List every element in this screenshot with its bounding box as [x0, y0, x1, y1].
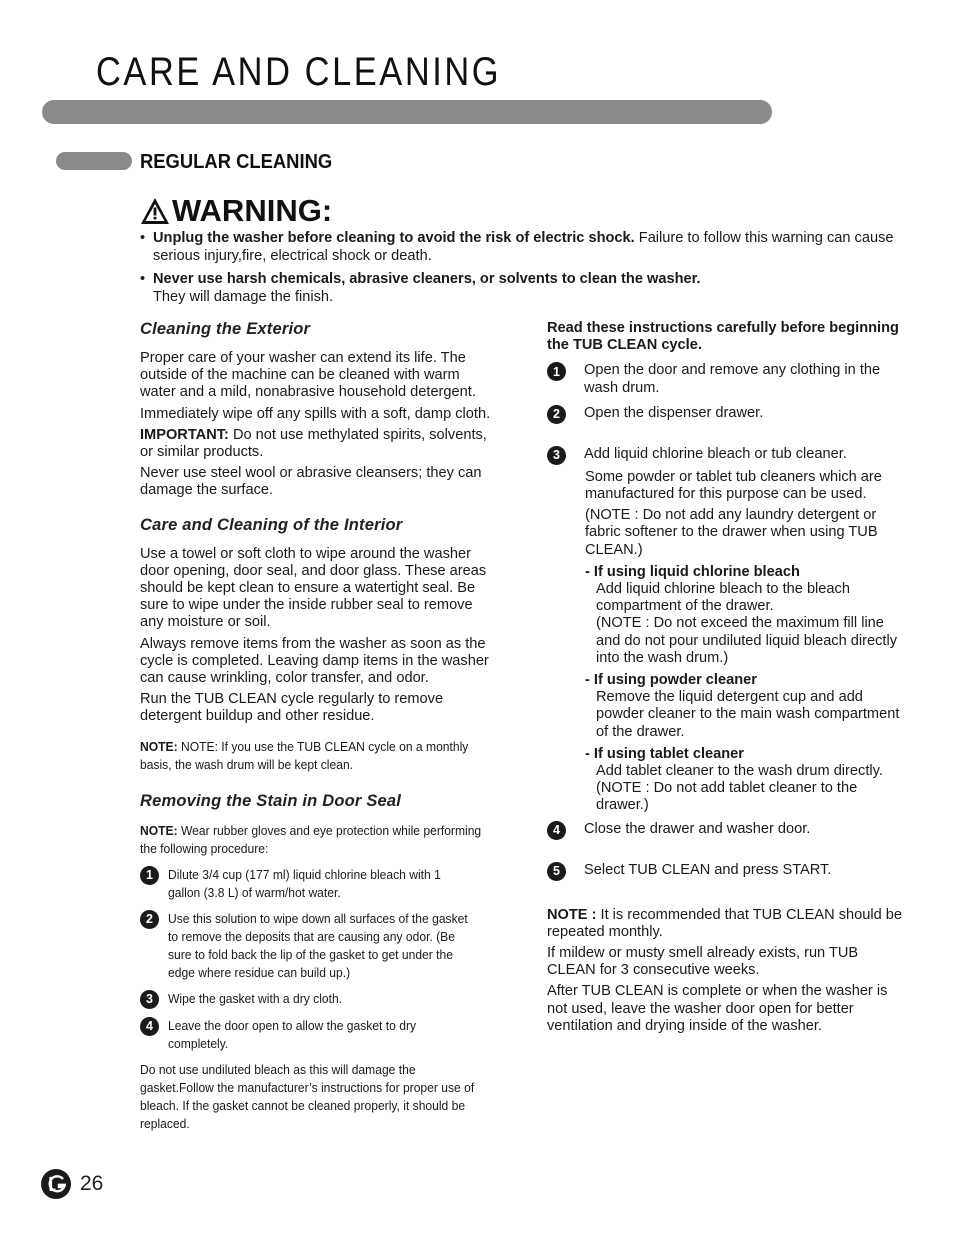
step-number-badge: 1 — [140, 866, 159, 885]
warning-item: • Unplug the washer before cleaning to avoid the risk of electric shock. Failure to follow this warning can cause serious injury,fire, electrical shock or death. — [140, 230, 894, 264]
step-text: Dilute 3/4 cup (177 ml) liquid chlorine bleach with 1 gallon (3.8 L) of warm/hot water. — [168, 866, 441, 900]
exterior-paragraph: Immediately wipe off any spills with a soft, damp cloth. — [140, 405, 491, 422]
section-heading: REGULAR CLEANING — [140, 151, 333, 173]
option-liquid-bleach: - If using liquid chlorine bleach Add liquid chlorine bleach to the bleach compartment of the drawer. (NOTE : Do not exceed the maximum fill line and do not pour undiluted liquid bleach directly into the wash drum.) — [585, 563, 898, 666]
tubclean-after: After TUB CLEAN is complete or when the washer is not used, leave the washer door open for better ventilation and drying inside of the washer. — [547, 983, 888, 1034]
step-number-badge: 2 — [547, 405, 566, 424]
interior-paragraph: Always remove items from the washer as soon as the cycle is completed. Leaving damp items in the washer can cause wrinkling, color transfer, and odor. — [140, 635, 489, 687]
step-text: Open the door and remove any clothing in the wash drum. — [584, 362, 881, 396]
step-text: Open the dispenser drawer. — [584, 404, 764, 421]
tubclean-step — [547, 821, 907, 840]
step-text: Leave the door open to allow the gasket to dry completely. — [168, 1017, 417, 1051]
step-text: Use this solution to wipe down all surfaces of the gasket to remove the deposits that are causing any odor. (Be sure to fold back the lip of the gasket to get under the edge where residue can build up.) — [168, 910, 468, 980]
step-number-badge: 2 — [140, 910, 159, 929]
step3-detail: Some powder or tablet tub cleaners which are manufactured for this purpose can be used. — [585, 468, 882, 503]
tubclean-mildew: If mildew or musty smell already exists, run TUB CLEAN for 3 consecutive weeks. — [547, 945, 859, 979]
warning-bold: Never use harsh chemicals, abrasive cleaners, or solvents to clean the washer. — [153, 271, 701, 287]
warning-text: They will damage the finish. — [153, 289, 334, 305]
tubclean-step — [547, 446, 907, 465]
section-pill-decoration — [56, 152, 132, 170]
warning-triangle-icon — [140, 197, 170, 225]
option-tablet-cleaner: - If using tablet cleaner Add tablet cleaner to the wash drum directly. (NOTE : Do not add tablet cleaner to the drawer.) — [585, 745, 883, 814]
stain-step — [140, 1017, 492, 1053]
page-number: 26 — [80, 1172, 104, 1195]
tubclean-note: NOTE : It is recommended that TUB CLEAN should be repeated monthly. — [547, 906, 903, 940]
exterior-paragraph: Never use steel wool or abrasive cleansers; they can damage the surface. — [140, 465, 482, 499]
warning-list — [140, 229, 900, 311]
lg-logo-icon — [40, 1168, 72, 1200]
warning-heading — [140, 193, 332, 229]
page-title: CARE AND CLEANING — [96, 50, 502, 94]
step-number-badge: 1 — [547, 362, 566, 381]
tubclean-step — [547, 862, 907, 881]
exterior-important: IMPORTANT: Do not use methylated spirits, solvents, or similar products. — [140, 426, 487, 461]
left-column — [140, 320, 492, 1133]
step-number-badge: 3 — [140, 990, 159, 1009]
warning-bold: Unplug the washer before cleaning to avoid the risk of electric shock. — [153, 230, 635, 246]
stain-step — [140, 990, 492, 1009]
step3-note: (NOTE : Do not add any laundry detergent or fabric softener to the drawer when using TUB CLEAN.) — [585, 507, 878, 558]
interior-paragraph: Use a towel or soft cloth to wipe around the washer door opening, door seal, and door glass. These areas should be kept clean to ensure a watertight seal. Be sure to wipe under the inside rubber seal to remove any moisture or soil. — [140, 545, 487, 631]
step-text: Wipe the gasket with a dry cloth. — [168, 990, 343, 1006]
tubclean-step — [547, 405, 907, 424]
step-text: Close the drawer and washer door. — [584, 820, 811, 837]
interior-heading: Care and Cleaning of the Interior — [140, 515, 403, 534]
interior-paragraph: Run the TUB CLEAN cycle regularly to remove detergent buildup and other residue. — [140, 691, 444, 725]
stain-step — [140, 866, 492, 902]
stain-closing: Do not use undiluted bleach as this will damage the gasket.Follow the manufacturer’s instructions for proper use of bleach. If the gasket cannot be cleaned properly, it should be replaced. — [140, 1061, 475, 1131]
step-number-badge: 3 — [547, 446, 566, 465]
tubclean-step — [547, 362, 907, 396]
interior-note: NOTE: NOTE: If you use the TUB CLEAN cycle on a monthly basis, the wash drum will be kept clean. — [140, 738, 469, 772]
step-text: Select TUB CLEAN and press START. — [584, 861, 832, 878]
option-powder-cleaner: - If using powder cleaner Remove the liquid detergent cup and add powder cleaner to the main wash compartment of the drawer. — [585, 672, 900, 740]
exterior-paragraph: Proper care of your washer can extend its life. The outside of the machine can be cleaned with warm water and a mild, nonabrasive household detergent. — [140, 350, 476, 401]
warning-title: WARNING: — [172, 193, 333, 228]
tubclean-intro: Read these instructions carefully before beginning the TUB CLEAN cycle. — [547, 320, 899, 354]
step-number-badge: 5 — [547, 862, 566, 881]
step-text: Add liquid chlorine bleach or tub cleaner. — [584, 445, 847, 462]
warning-item: • Never use harsh chemicals, abrasive cleaners, or solvents to clean the washer. They will damage the finish. — [140, 271, 701, 305]
right-column — [547, 320, 907, 1039]
step-number-badge: 4 — [547, 821, 566, 840]
exterior-heading: Cleaning the Exterior — [140, 320, 311, 338]
stain-note: NOTE: Wear rubber gloves and eye protection while performing the following procedure: — [140, 822, 482, 856]
stain-step — [140, 910, 492, 982]
step-number-badge: 4 — [140, 1017, 159, 1036]
warning-text: Failure to follow this warning can cause serious injury,fire, electrical shock or death. — [153, 230, 894, 264]
stain-heading: Removing the Stain in Door Seal — [140, 791, 402, 810]
title-bar-divider — [42, 100, 772, 124]
